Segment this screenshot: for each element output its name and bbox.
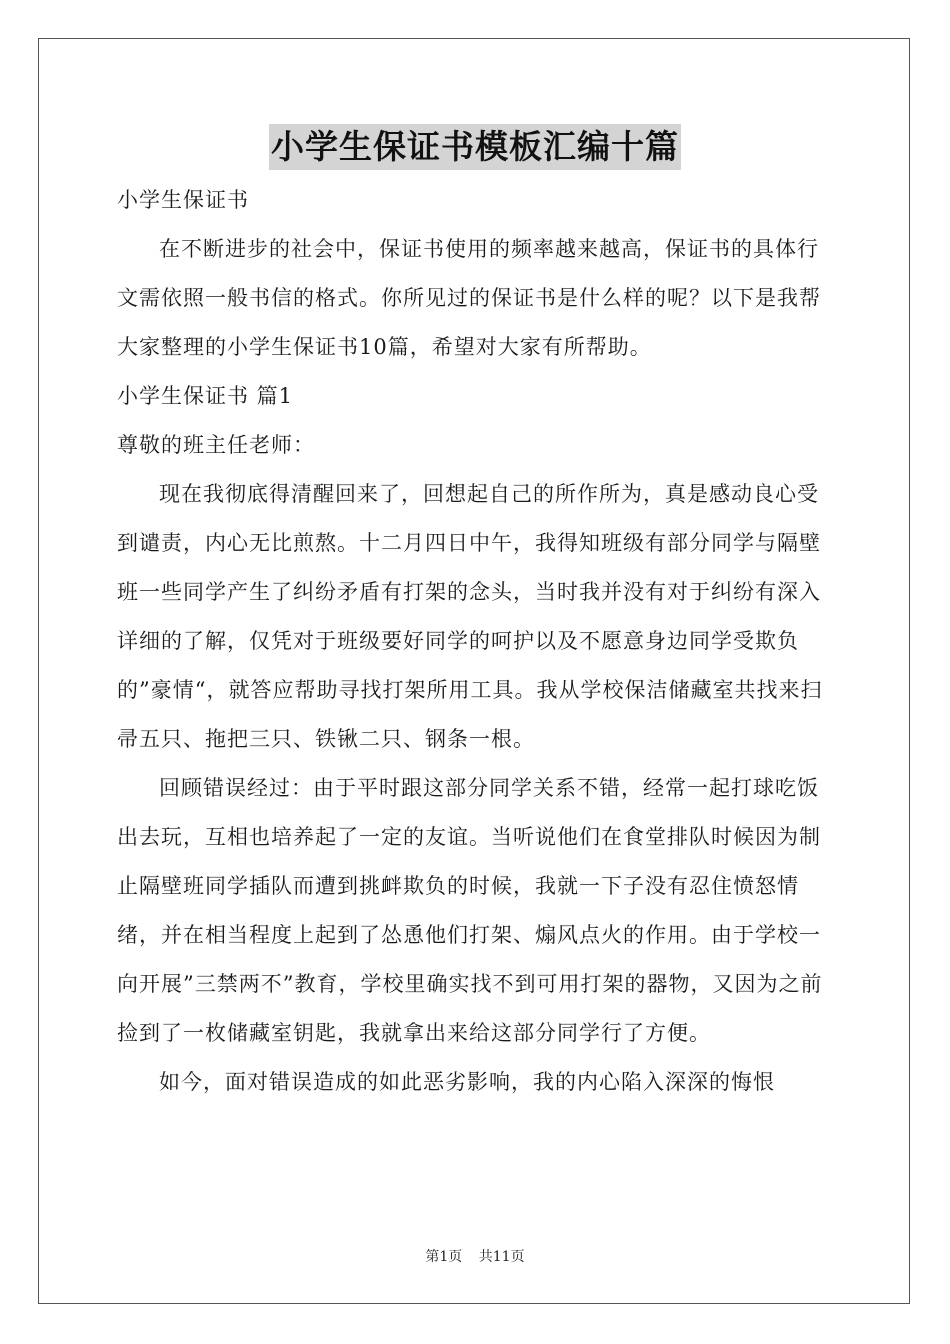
body-paragraph-3: 如今，面对错误造成的如此恶劣影响，我的内心陷入深深的悔恨: [159, 1070, 775, 1094]
body-paragraph-2: 回顾错误经过：由于平时跟这部分同学关系不错，经常一起打球吃饭出去玩，互相也培养起了一定的友谊。当听说他们在食堂排队时候因为制止隔壁班同学插队而遭到挑衅欺负的时候，我就一下子没有忍住愤怒情绪，并在相当程度上起到了怂恿他们打架、煽风点火的作用。由于学校一向开展”三禁两不”教育，学校里确实找不到可用打架的器物，又因为之前捡到了一枚储藏室钥匙，我就拿出来给这部分同学行了方便。: [117, 776, 823, 1045]
article-heading: 小学生保证书 篇1: [117, 384, 294, 408]
document-title: 小学生保证书模板汇编十篇: [269, 124, 681, 170]
title-container: [0, 124, 950, 170]
page-number: 第1页: [425, 1249, 463, 1265]
section-heading: 小学生保证书: [117, 188, 249, 212]
intro-paragraph: 在不断进步的社会中，保证书使用的频率越来越高，保证书的具体行文需依照一般书信的格式。你所见过的保证书是什么样的呢？以下是我帮大家整理的小学生保证书10篇，希望对大家有所帮助。: [117, 237, 821, 359]
document-body: [117, 176, 833, 1107]
salutation: 尊敬的班主任老师：: [117, 433, 315, 457]
page-footer: [0, 1246, 950, 1266]
body-paragraph-1: 现在我彻底得清醒回来了，回想起自己的所作所为，真是感动良心受到谴责，内心无比煎熬。十二月四日中午，我得知班级有部分同学与隔壁班一些同学产生了纠纷矛盾有打架的念头，当时我并没有对于纠纷有深入详细的了解，仅凭对于班级要好同学的呵护以及不愿意身边同学受欺负的”豪情“，就答应帮助寻找打架所用工具。我从学校保洁储藏室共找来扫帚五只、拖把三只、铁锹二只、钢条一根。: [117, 482, 823, 751]
page-total: 共11页: [478, 1249, 525, 1265]
